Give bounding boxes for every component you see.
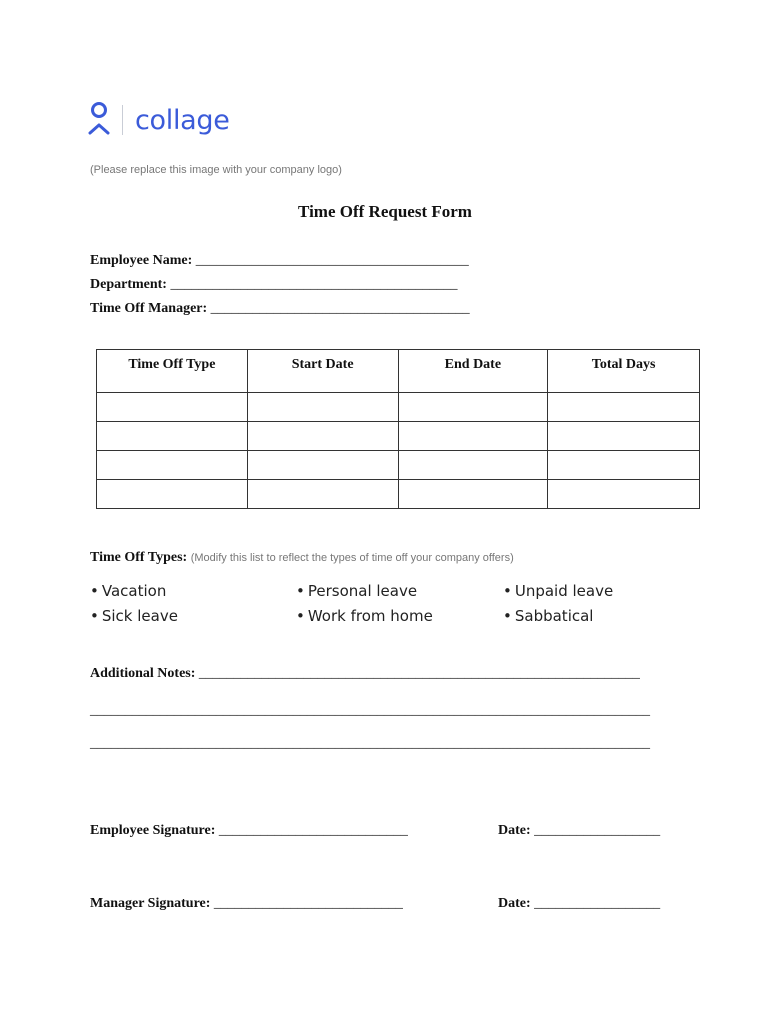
person-icon [88, 101, 112, 139]
employee-name-field[interactable] [90, 253, 469, 269]
table-cell[interactable] [548, 422, 700, 451]
manager-signature-label: Manager Signature: [90, 896, 211, 911]
type-label: Sick leave [101, 607, 178, 625]
types-heading [90, 550, 514, 566]
department-blank[interactable]: _________________________________________ [170, 277, 458, 292]
table-row [97, 480, 700, 509]
manager-label: Time Off Manager: [90, 301, 208, 316]
table-cell[interactable] [398, 422, 548, 451]
notes-line-3[interactable]: ________________________________________________________________________________ [90, 736, 650, 751]
table-cell[interactable] [548, 451, 700, 480]
type-label: Personal leave [307, 582, 418, 600]
employee-date-blank[interactable]: __________________ [534, 823, 661, 838]
type-item-work-from-home [296, 607, 433, 625]
company-logo [88, 100, 230, 140]
type-item-unpaid-leave [503, 582, 613, 600]
table-row [97, 451, 700, 480]
additional-notes-blank[interactable]: _______________________________________________________________ [198, 666, 640, 681]
type-label: Vacation [101, 582, 167, 600]
additional-notes-field[interactable] [90, 666, 640, 682]
type-item-sick-leave [90, 607, 178, 625]
table-cell[interactable] [247, 480, 398, 509]
table-cell[interactable] [247, 451, 398, 480]
table-cell[interactable] [398, 393, 548, 422]
manager-signature-blank[interactable]: ___________________________ [213, 896, 403, 911]
type-item-vacation [90, 582, 166, 600]
type-item-sabbatical [503, 607, 593, 625]
table-cell[interactable] [97, 422, 248, 451]
logo-wordmark: collage [135, 104, 230, 136]
manager-signature-field[interactable] [90, 896, 403, 912]
table-row [97, 393, 700, 422]
table-cell[interactable] [548, 480, 700, 509]
bullet-icon: • [296, 607, 305, 625]
employee-signature-label: Employee Signature: [90, 823, 216, 838]
employee-signature-field[interactable] [90, 823, 408, 839]
logo-placeholder-note: (Please replace this image with your company logo) [90, 164, 342, 176]
manager-date-field[interactable] [498, 896, 660, 912]
additional-notes-label: Additional Notes: [90, 666, 196, 681]
table-header-row [97, 350, 700, 393]
manager-date-label: Date: [498, 896, 531, 911]
table-cell[interactable] [398, 451, 548, 480]
employee-date-field[interactable] [498, 823, 660, 839]
manager-field[interactable] [90, 301, 470, 317]
table-cell[interactable] [97, 480, 248, 509]
table-cell[interactable] [97, 393, 248, 422]
manager-blank[interactable]: _____________________________________ [210, 301, 470, 316]
bullet-icon: • [90, 607, 99, 625]
logo-divider [122, 105, 123, 135]
department-label: Department: [90, 277, 167, 292]
table-cell[interactable] [548, 393, 700, 422]
employee-name-blank[interactable]: _______________________________________ [195, 253, 469, 268]
type-label: Sabbatical [514, 607, 594, 625]
table-cell[interactable] [247, 422, 398, 451]
time-off-table [96, 349, 700, 509]
types-heading-note: (Modify this list to reflect the types of time off your company offers) [190, 552, 514, 564]
notes-line-2[interactable]: ________________________________________________________________________________ [90, 703, 650, 718]
page-title: Time Off Request Form [298, 202, 472, 221]
table-row [97, 422, 700, 451]
bullet-icon: • [296, 582, 305, 600]
column-header-total: Total Days [548, 350, 700, 393]
bullet-icon: • [90, 582, 99, 600]
type-item-personal-leave [296, 582, 417, 600]
types-heading-label: Time Off Types: [90, 550, 188, 565]
type-label: Work from home [307, 607, 433, 625]
employee-signature-blank[interactable]: ___________________________ [218, 823, 408, 838]
table-cell[interactable] [97, 451, 248, 480]
column-header-start: Start Date [247, 350, 398, 393]
bullet-icon: • [503, 582, 512, 600]
column-header-end: End Date [398, 350, 548, 393]
employee-name-label: Employee Name: [90, 253, 193, 268]
department-field[interactable] [90, 277, 457, 293]
manager-date-blank[interactable]: __________________ [534, 896, 661, 911]
bullet-icon: • [503, 607, 512, 625]
employee-date-label: Date: [498, 823, 531, 838]
table-cell[interactable] [247, 393, 398, 422]
type-label: Unpaid leave [514, 582, 614, 600]
column-header-type: Time Off Type [97, 350, 248, 393]
table-cell[interactable] [398, 480, 548, 509]
